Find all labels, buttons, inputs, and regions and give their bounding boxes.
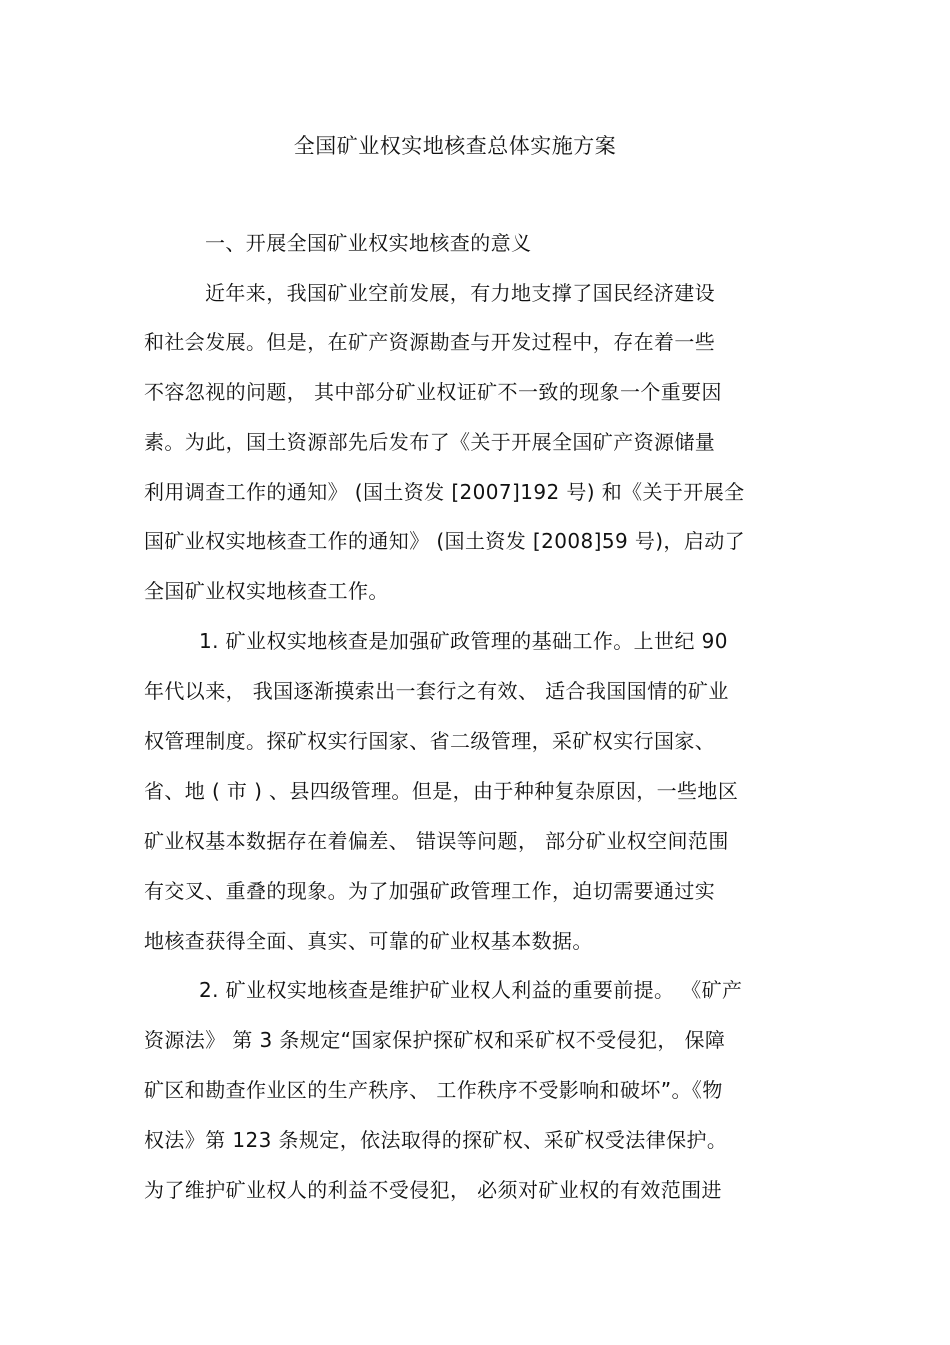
paragraph-line: 2. 矿业权实地核查是维护矿业权人利益的重要前提。 《矿产	[199, 978, 743, 1002]
paragraph-line: 利用调查工作的通知》 (国土资发 [2007]192 号) 和《关于开展全	[144, 480, 745, 504]
paragraph-line: 不容忽视的问题， 其中部分矿业权证矿不一致的现象一个重要因	[144, 380, 722, 404]
paragraph-line: 矿业权基本数据存在着偏差、 错误等问题， 部分矿业权空间范围	[144, 829, 729, 853]
paragraph-line: 权法》第 123 条规定，依法取得的探矿权、采矿权受法律保护。	[144, 1128, 728, 1152]
paragraph-line: 地核查获得全面、真实、可靠的矿业权基本数据。	[144, 929, 593, 953]
section-heading: 一、开展全国矿业权实地核查的意义	[205, 231, 532, 255]
paragraph-line: 年代以来， 我国逐渐摸索出一套行之有效、 适合我国国情的矿业	[144, 679, 729, 703]
paragraph-line: 资源法》 第 3 条规定“国家保护探矿权和采矿权不受侵犯， 保障	[144, 1028, 726, 1052]
paragraph-line: 为了维护矿业权人的利益不受侵犯， 必须对矿业权的有效范围进	[144, 1178, 722, 1202]
paragraph-line: 矿区和勘查作业区的生产秩序、 工作秩序不受影响和破坏”。《物	[144, 1078, 723, 1102]
paragraph-line: 国矿业权实地核查工作的通知》 (国土资发 [2008]59 号)，启动了	[144, 529, 746, 553]
paragraph-line: 权管理制度。探矿权实行国家、省二级管理，采矿权实行国家、	[144, 729, 716, 753]
paragraph-line: 和社会发展。但是，在矿产资源勘查与开发过程中，存在着一些	[144, 330, 716, 354]
document-title: 全国矿业权实地核查总体实施方案	[293, 134, 617, 158]
paragraph-line: 有交叉、重叠的现象。为了加强矿政管理工作，迫切需要通过实	[144, 879, 716, 903]
paragraph-line: 1. 矿业权实地核查是加强矿政管理的基础工作。上世纪 90	[199, 629, 728, 653]
paragraph-line: 全国矿业权实地核查工作。	[144, 579, 389, 603]
paragraph-line: 素。为此，国土资源部先后发布了《关于开展全国矿产资源储量	[144, 430, 716, 454]
paragraph-line: 近年来，我国矿业空前发展，有力地支撑了国民经济建设	[205, 281, 715, 305]
paragraph-line: 省、地 ( 市 ) 、县四级管理。但是，由于种种复杂原因，一些地区	[144, 779, 739, 803]
